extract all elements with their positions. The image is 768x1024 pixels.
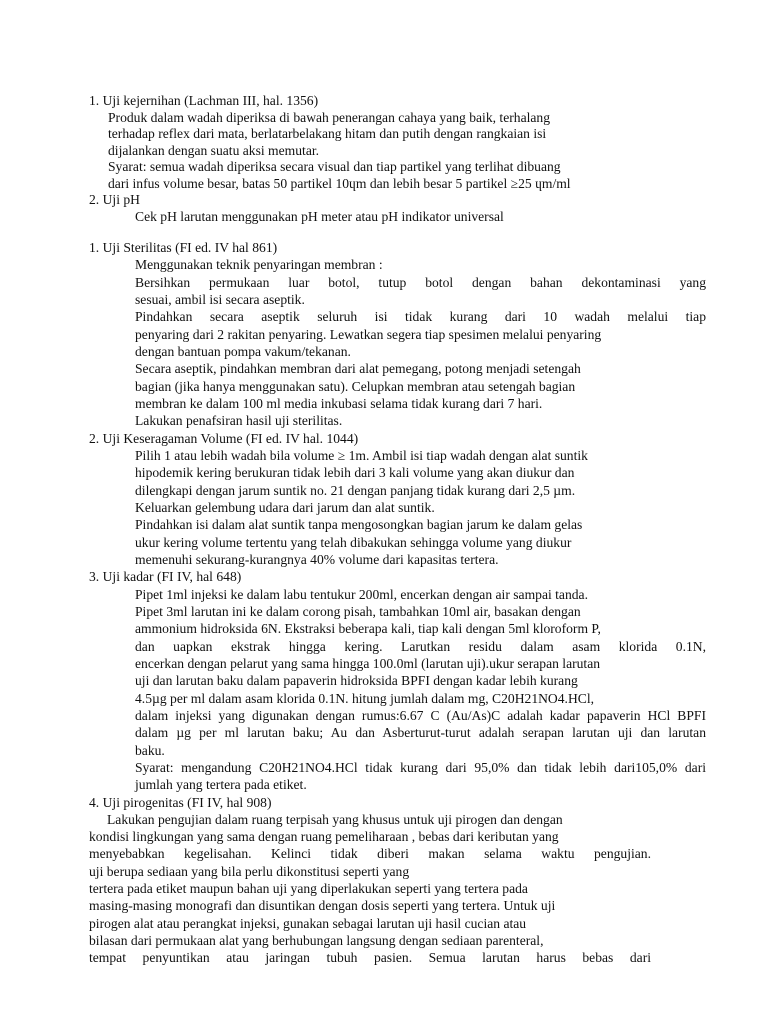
heading-uji-kadar: 3. Uji kadar (FI IV, hal 648) — [89, 569, 242, 585]
paragraph-line: Lakukan pengujian dalam ruang terpisah yang khusus untuk uji pirogen dan dengan — [107, 811, 563, 827]
heading-uji-pirogenitas: 4. Uji pirogenitas (FI IV, hal 908) — [89, 794, 272, 810]
paragraph-line: Keluarkan gelembung udara dari jarum dan alat suntik. — [135, 499, 435, 515]
paragraph-line: dengan bantuan pompa vakum/tekanan. — [135, 343, 351, 359]
paragraph-line: tertera pada etiket maupun bahan uji yang diperlakukan seperti yang tertera pada — [89, 881, 528, 897]
paragraph-line: Bersihkan permukaan luar botol, tutup botol dengan bahan dekontaminasi yang — [135, 274, 706, 290]
paragraph-line: kondisi lingkungan yang sama dengan ruang pemeliharaan , bebas dari keributan yang — [89, 829, 559, 845]
paragraph-line: Syarat: mengandung C20H21NO4.HCl tidak kurang dari 95,0% dan tidak lebih dari105,0% dari — [135, 759, 706, 775]
paragraph-line: ammonium hidroksida 6N. Ekstraksi beberapa kali, tiap kali dengan 5ml kloroform P, — [135, 621, 601, 637]
section-sterilitas-pirogenitas — [0, 239, 768, 967]
paragraph-line: memenuhi sekurang-kurangnya 40% volume dari kapasitas tertera. — [135, 551, 499, 567]
paragraph-line: dan uapkan ekstrak hingga kering. Larutkan residu dalam asam klorida 0.1N, — [135, 638, 706, 654]
paragraph-line: Pindahkan secara aseptik seluruh isi tidak kurang dari 10 wadah melalui tiap — [135, 309, 706, 325]
paragraph-line: baku. — [135, 742, 165, 758]
heading-uji-sterilitas: 1. Uji Sterilitas (FI ed. IV hal 861) — [89, 240, 278, 255]
paragraph-line: dalam µg per ml larutan baku; Au dan Asberturut-turut adalah serapan larutan uji dan larutan — [135, 725, 706, 741]
paragraph-line: dari infus volume besar, batas 50 partikel 10ɥm dan lebih besar 5 partikel ≥25 ɥm/ml — [108, 175, 571, 191]
paragraph-line: Produk dalam wadah diperiksa di bawah penerangan cahaya yang baik, terhalang — [108, 109, 551, 125]
heading-uji-ph: 2. Uji pH — [89, 192, 140, 207]
paragraph-line: tempat penyuntikan atau jaringan tubuh pasien. Semua larutan harus bebas dari — [89, 950, 651, 966]
paragraph-line: Pipet 3ml larutan ini ke dalam corong pisah, tambahkan 10ml air, basakan dengan — [135, 603, 581, 619]
paragraph-line: sesuai, ambil isi secara aseptik. — [135, 291, 305, 307]
paragraph-line: ukur kering volume tertentu yang telah dibakukan sehingga volume yang diukur — [135, 534, 572, 550]
paragraph-line: jumlah yang tertera pada etiket. — [135, 777, 307, 793]
paragraph-line: Syarat: semua wadah diperiksa secara visual dan tiap partikel yang terlihat dibuang — [108, 159, 561, 174]
paragraph-line: menyebabkan kegelisahan. Kelinci tidak diberi makan selama waktu pengujian. — [89, 846, 651, 862]
paragraph-line: bagian (jika hanya menggunakan satu). Celupkan membran atau setengah bagian — [135, 378, 576, 394]
paragraph-line: terhadap reflex dari mata, berlatarbelakang hitam dan putih dengan rangkaian isi — [108, 126, 547, 141]
paragraph-line: Pipet 1ml injeksi ke dalam labu tentukur 200ml, encerkan dengan air sampai tanda. — [135, 586, 588, 602]
heading-uji-kejernihan: 1. Uji kejernihan (Lachman III, hal. 1356) — [89, 93, 319, 108]
paragraph-line: dilengkapi dengan jarum suntik no. 21 dengan panjang tidak kurang dari 2,5 µm. — [135, 482, 576, 498]
paragraph-line: uji dan larutan baku dalam papaverin hidroksida BPFI dengan kadar lebih kurang — [135, 673, 578, 689]
paragraph-line: Lakukan penafsiran hasil uji sterilitas. — [135, 413, 343, 429]
paragraph-line: uji berupa sediaan yang bila perlu dikonstitusi seperti yang — [89, 863, 410, 879]
paragraph-line: bilasan dari permukaan alat yang berhubungan langsung dengan sediaan parenteral, — [89, 933, 544, 949]
paragraph-line: membran ke dalam 100 ml media inkubasi selama tidak kurang dari 7 hari. — [135, 395, 543, 411]
paragraph-line: hipodemik kering berukuran tidak lebih dari 3 kali volume yang akan diukur dan — [135, 465, 575, 481]
paragraph-line: 4.5µg per ml dalam asam klorida 0.1N. hitung jumlah dalam mg, C20H21NO4.HCl, — [135, 690, 595, 706]
section-kejernihan-ph — [0, 93, 768, 225]
heading-uji-keseragaman-volume: 2. Uji Keseragaman Volume (FI ed. IV hal. 1044) — [89, 430, 359, 446]
paragraph-line: penyaring dari 2 rakitan penyaring. Lewatkan segera tiap spesimen melalui penyaring — [135, 326, 602, 342]
paragraph-line: Cek pH larutan menggunakan pH meter atau pH indikator universal — [135, 208, 504, 224]
paragraph-line: masing-masing monografi dan disuntikan dengan dosis seperti yang tertera. Untuk uji — [89, 898, 556, 914]
paragraph-line: Pindahkan isi dalam alat suntik tanpa mengosongkan bagian jarum ke dalam gelas — [135, 517, 583, 533]
paragraph-line: dijalankan dengan suatu aksi memutar. — [108, 142, 320, 158]
paragraph-line: Secara aseptik, pindahkan membran dari alat pemegang, potong menjadi setengah — [135, 361, 581, 377]
paragraph-line: encerkan dengan pelarut yang sama hingga 100.0ml (larutan uji).ukur serapan larutan — [135, 655, 601, 671]
paragraph-line: dalam injeksi yang digunakan dengan rumus:6.67 C (Au/As)C adalah kadar papaverin HCl BPFI — [135, 707, 706, 723]
paragraph-line: Menggunakan teknik penyaringan membran : — [135, 257, 383, 273]
paragraph-line: Pilih 1 atau lebih wadah bila volume ≥ 1m. Ambil isi tiap wadah dengan alat suntik — [135, 447, 588, 463]
paragraph-line: pirogen alat atau perangkat injeksi, gunakan sebagai larutan uji hasil cucian atau — [89, 915, 527, 931]
